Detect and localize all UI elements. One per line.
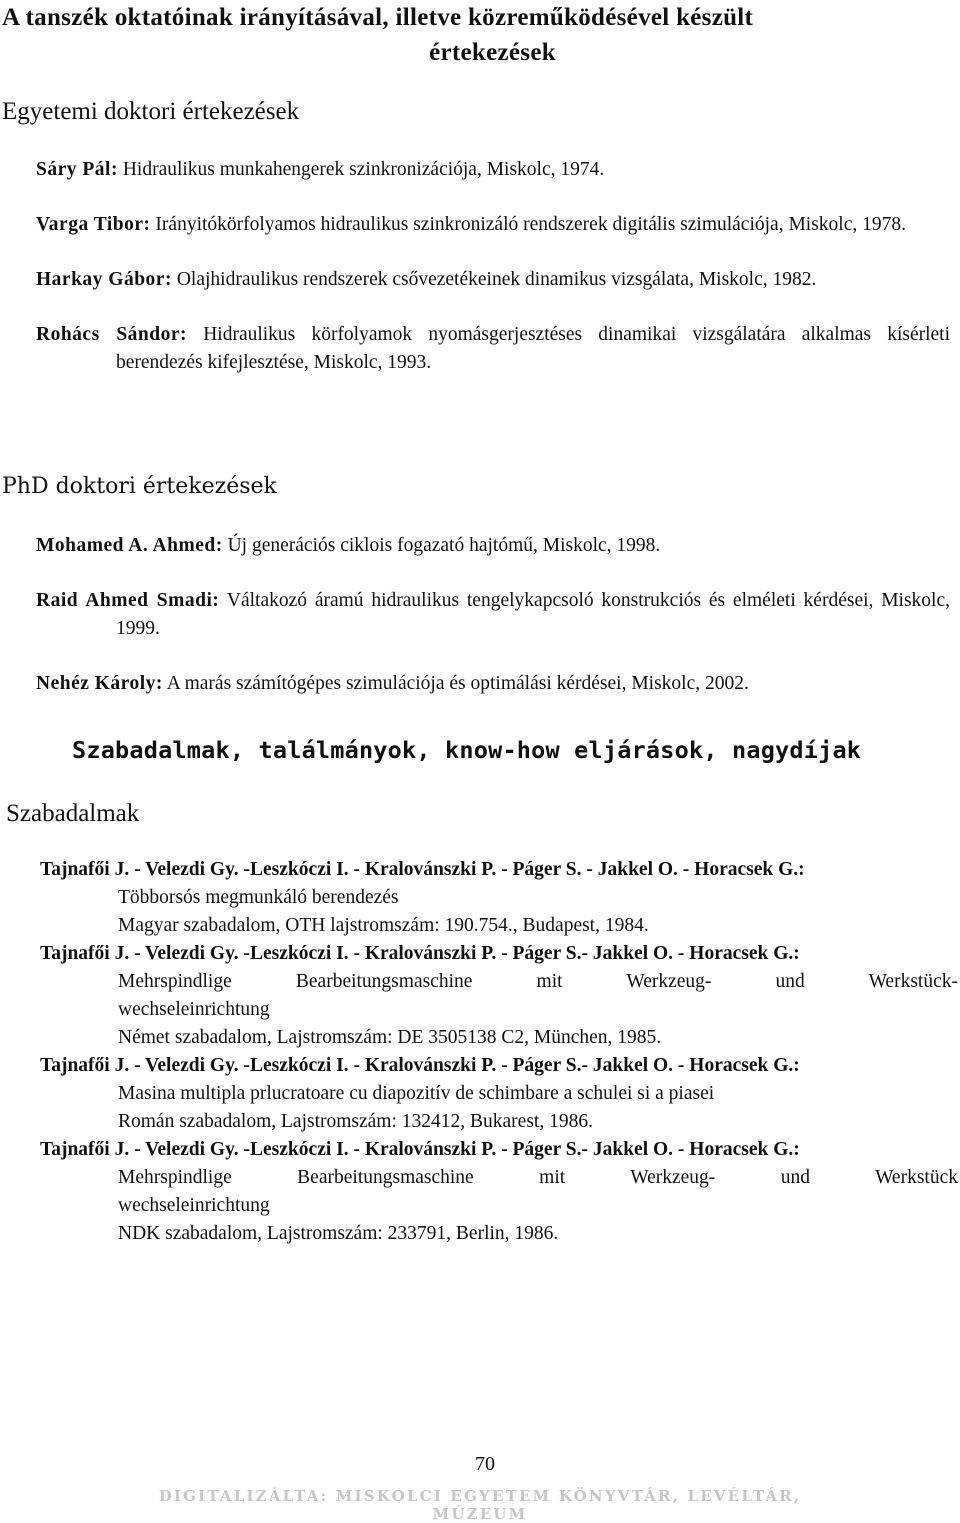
- patent-registration: Német szabadalom, Lajstromszám: DE 3505138 C2, München, 1985.: [118, 1027, 662, 1048]
- entry-text: Új generációs ciklois fogazató hajtómű, Miskolc, 1998.: [227, 535, 661, 556]
- patent-authors: Tajnafői J. - Velezdi Gy. -Leszkóczi I. - Kralovánszki P. - Páger S.- Jakkel O. - Horacsek G.:: [40, 943, 800, 964]
- patent-title: [40, 1164, 958, 1220]
- patent-authors: Tajnafői J. - Velezdi Gy. -Leszkóczi I. - Kralovánszki P. - Páger S. - Jakkel O. - Horacsek G.:: [40, 859, 805, 880]
- patent-item: [40, 940, 958, 1052]
- page-number: 70: [475, 1453, 495, 1475]
- patent-item: [40, 856, 958, 940]
- entry-author: Rohács Sándor:: [36, 324, 188, 345]
- list-item: [36, 587, 950, 643]
- entry-author: Raid Ahmed Smadi:: [36, 590, 220, 611]
- patents-list: [40, 856, 958, 1253]
- page-title-line-2: értekezések: [429, 39, 556, 66]
- entry-text: Hidraulikus munkahengerek szinkronizációja, Miskolc, 1974.: [122, 159, 605, 180]
- page-title: [0, 0, 960, 70]
- patent-title: Többorsós megmunkáló berendezés: [118, 887, 399, 908]
- university-section-heading: Egyetemi doktori értekezések: [2, 98, 300, 125]
- list-item: [36, 266, 950, 294]
- patent-title-line: wechseleinrichtung: [118, 999, 270, 1020]
- list-item: [36, 156, 950, 184]
- patent-item: [40, 1136, 958, 1248]
- entry-text: Olajhidraulikus rendszerek csővezetékeinek dinamikus vizsgálata, Miskolc, 1982.: [176, 269, 817, 290]
- digitization-footer: DIGITALIZÁLTA: MISKOLCI EGYETEM KÖNYVTÁR, LEVÉLTÁR, MÚZEUM: [158, 1487, 802, 1523]
- entry-text: Hidraulikus körfolyamok nyomásgerjesztéses dinamikai vizsgálatára alkalmas kísérleti berendezés kifejlesztése, Miskolc, 1993.: [116, 324, 951, 373]
- patent-title: Masina multipla prlucratoare cu diapozitív de schimbare a schulei si a piasei: [118, 1083, 715, 1104]
- entry-author: Nehéz Károly:: [36, 673, 163, 694]
- entry-author: Harkay Gábor:: [36, 269, 172, 290]
- patents-subtitle: Szabadalmak: [6, 800, 140, 827]
- entry-text: Váltakozó áramú hidraulikus tengelykapcsoló konstrukciós és elméleti kérdései, Miskolc, 1999.: [116, 590, 950, 639]
- entry-author: Varga Tibor:: [36, 214, 151, 235]
- list-item: [36, 211, 950, 239]
- patent-registration: NDK szabadalom, Lajstromszám: 233791, Berlin, 1986.: [118, 1223, 559, 1244]
- entry-text: Irányitókörfolyamos hidraulikus szinkronizáló rendszerek digitális szimulációja, Miskolc, 1978.: [155, 214, 907, 235]
- entry-author: Sáry Pál:: [36, 159, 118, 180]
- patent-registration: Román szabadalom, Lajstromszám: 132412, Bukarest, 1986.: [118, 1111, 593, 1132]
- list-item: [36, 321, 950, 377]
- patent-title-line: Mehrspindlige Bearbeitungsmaschine mit Werkzeug- und Werkstück-: [118, 971, 958, 992]
- patent-title-line: wechseleinrichtung: [118, 1195, 270, 1216]
- patent-authors: Tajnafői J. - Velezdi Gy. -Leszkóczi I. - Kralovánszki P. - Páger S.- Jakkel O. - Horacsek G.:: [40, 1139, 800, 1160]
- entry-text: A marás számítógépes szimulációja és optimálási kérdései, Miskolc, 2002.: [166, 673, 749, 694]
- patents-section-title: Szabadalmak, találmányok, know-how eljárások, nagydíjak: [72, 736, 862, 764]
- patent-item: [40, 1052, 958, 1136]
- patent-title: [40, 968, 958, 1024]
- patent-registration: Magyar szabadalom, OTH lajstromszám: 190.754., Budapest, 1984.: [118, 915, 649, 936]
- patent-authors: Tajnafői J. - Velezdi Gy. -Leszkóczi I. - Kralovánszki P. - Páger S.- Jakkel O. - Horacsek G.:: [40, 1055, 800, 1076]
- page-title-line-1: A tanszék oktatóinak irányításával, illetve közreműködésével készült: [2, 4, 754, 31]
- university-entries-list: [36, 156, 950, 404]
- phd-section-heading: PhD doktori értekezések: [2, 474, 277, 499]
- list-item: [36, 532, 950, 560]
- phd-entries-list: [36, 532, 950, 725]
- patent-title-line: Mehrspindlige Bearbeitungsmaschine mit Werkzeug- und Werkstück: [118, 1167, 958, 1188]
- entry-author: Mohamed A. Ahmed:: [36, 535, 223, 556]
- list-item: [36, 670, 950, 698]
